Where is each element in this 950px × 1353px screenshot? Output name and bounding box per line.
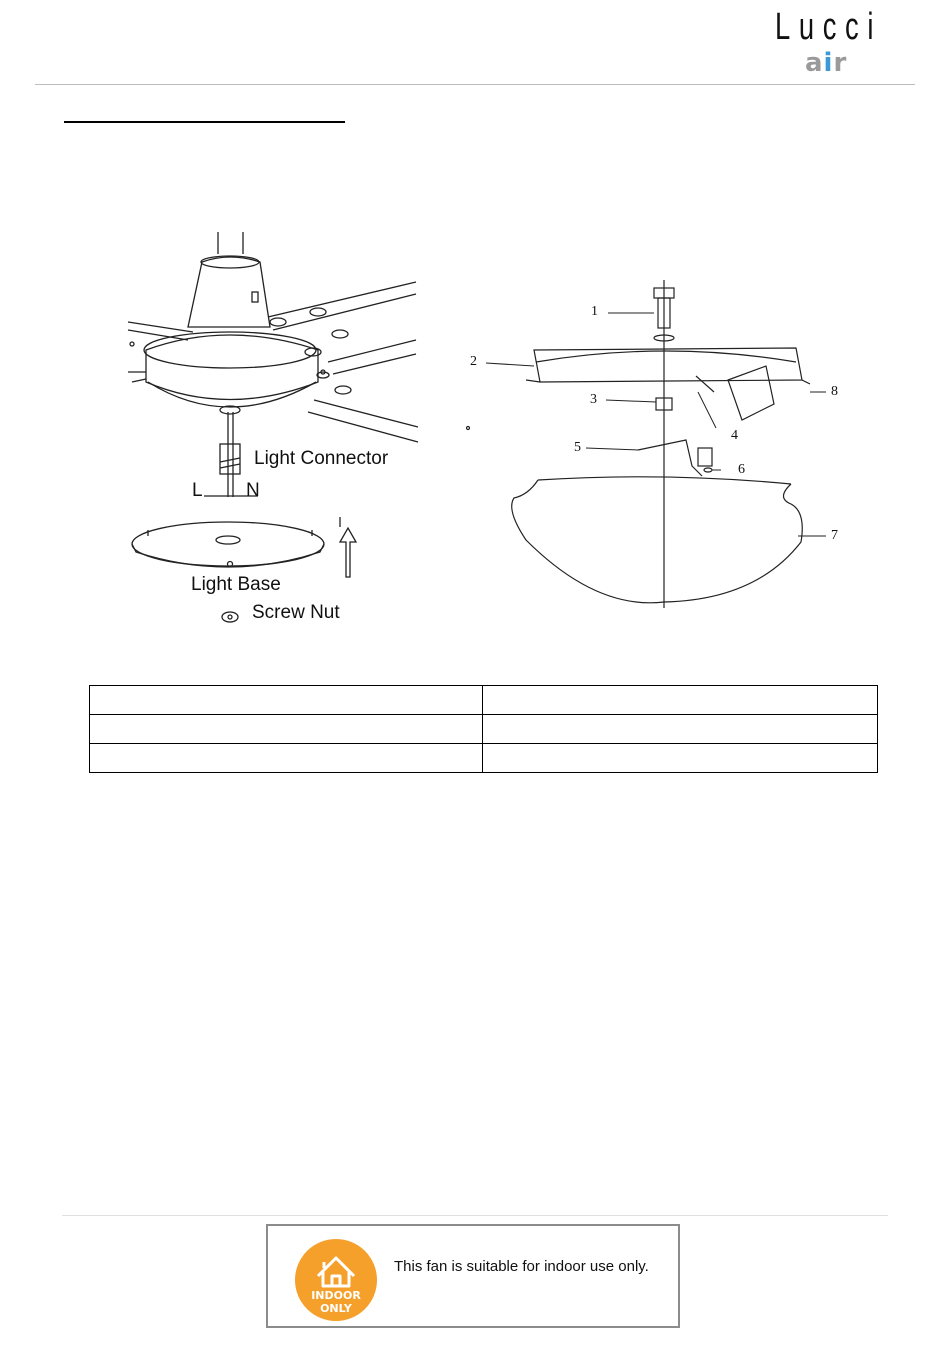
callout-1: 1 bbox=[591, 304, 598, 319]
table-row bbox=[90, 715, 878, 744]
header-divider bbox=[35, 84, 915, 85]
light-connector-label: Light Connector bbox=[254, 448, 389, 469]
table-cell bbox=[483, 686, 878, 715]
table-cell bbox=[90, 686, 483, 715]
callout-6: 6 bbox=[738, 462, 745, 477]
svg-text:INDOOR: INDOOR bbox=[311, 1289, 361, 1302]
indoor-only-badge-icon bbox=[294, 1238, 378, 1322]
parts-table bbox=[89, 685, 878, 773]
fan-light-illustration bbox=[118, 232, 428, 632]
wire-l-label: L bbox=[192, 480, 203, 501]
callout-2: 2 bbox=[470, 354, 477, 369]
callout-3: 3 bbox=[590, 392, 597, 407]
wire-n-label: N bbox=[246, 480, 260, 501]
table-cell bbox=[90, 744, 483, 773]
callout-8: 8 bbox=[831, 384, 838, 399]
table-cell bbox=[483, 715, 878, 744]
indoor-notice-text: This fan is suitable for indoor use only. bbox=[394, 1258, 649, 1275]
callout-4: 4 bbox=[731, 428, 738, 443]
screw-nut-label: Screw Nut bbox=[252, 602, 340, 623]
table-row bbox=[90, 744, 878, 773]
footer-divider bbox=[62, 1215, 888, 1216]
table-row bbox=[90, 686, 878, 715]
indoor-use-notice bbox=[266, 1224, 680, 1328]
section-heading-underline bbox=[64, 121, 345, 123]
light-base-label: Light Base bbox=[191, 574, 281, 595]
logo-subbrand: air bbox=[805, 48, 848, 78]
brand-logo bbox=[775, 6, 890, 80]
table-cell bbox=[483, 744, 878, 773]
table-cell bbox=[90, 715, 483, 744]
callout-5: 5 bbox=[574, 440, 581, 455]
exploded-view-illustration bbox=[466, 280, 866, 630]
callout-7: 7 bbox=[831, 528, 838, 543]
logo-wordmark: Lucci bbox=[775, 6, 883, 48]
svg-text:ONLY: ONLY bbox=[320, 1302, 352, 1315]
